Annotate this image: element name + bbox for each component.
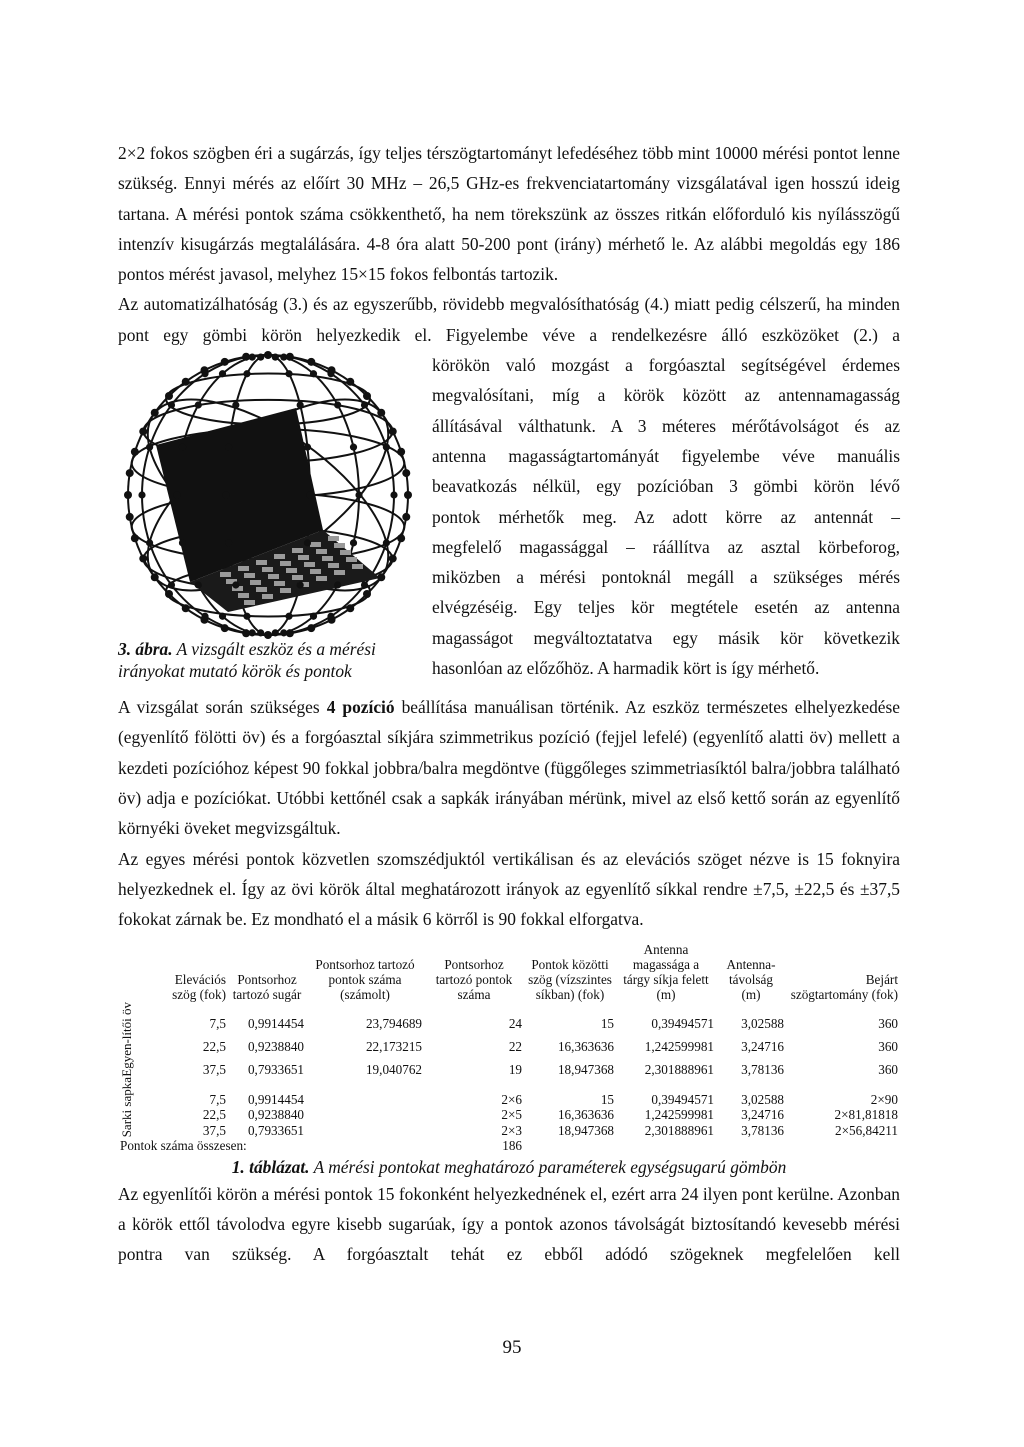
table-cell: 3,24716 <box>741 1039 784 1055</box>
table-header-cell: Antenna magassága a tárgy síkja felett (m) <box>623 942 709 1003</box>
table-row <box>118 1031 900 1054</box>
table-cell: 16,363636 <box>557 1039 614 1055</box>
paragraph-2: Az automatizálhatóság (3.) és az egyszerűbb, rövidebb megvalósíthatóság (4.) miatt pedig célszerű, ha minden pont egy gömbi körön helyezkedik el. Figyelembe véve a rendelkezésre álló eszközöket (2.) a <box>118 294 900 345</box>
table-cell: 0,9238840 <box>247 1039 304 1055</box>
table-cell: 7,5 <box>209 1016 226 1032</box>
table-cell: 0,7933651 <box>247 1062 304 1078</box>
table-cell: 0,9238840 <box>247 1107 304 1123</box>
table-cell: 2×3 <box>501 1122 522 1138</box>
table-header-cell: Antenna-távolság (m) <box>726 957 776 1003</box>
table-cell: 2×6 <box>501 1091 522 1107</box>
table-row <box>118 1002 900 1031</box>
table-cell: 2,301888961 <box>644 1062 714 1078</box>
table-cell: 22,173215 <box>365 1039 422 1055</box>
wrapped-line: körökön való mozgást a forgóasztal segítségével érdemes <box>432 355 900 376</box>
table-caption <box>118 1155 900 1179</box>
table-caption-label: 1. táblázat. <box>231 1156 310 1177</box>
table-cell: 360 <box>878 1062 898 1078</box>
table-cell: 2×5 <box>501 1107 522 1123</box>
table-row <box>118 1077 900 1107</box>
figure-caption <box>118 638 420 682</box>
table-cell: 18,947368 <box>557 1062 614 1078</box>
wrapped-line: megfelelő magassággal – ráállítva az asztal körbeforog, <box>432 536 900 557</box>
table-group-label: Egyen-lítői öv <box>119 1002 134 1078</box>
table-header-cell: Pontsorhoz tartozó pontok száma <box>435 957 513 1003</box>
table-header-row <box>118 942 900 1002</box>
table-total-row <box>118 1138 900 1153</box>
wrapped-line: pontok mérhetők meg. Az adott körre az antennát – <box>432 506 900 527</box>
parameters-table <box>118 942 900 1152</box>
table-cell <box>306 1077 424 1107</box>
table-cell: 0,39494571 <box>651 1016 714 1032</box>
paragraph-3-start: A vizsgálat során szükséges <box>118 697 327 718</box>
table-total-label: Pontok száma összesen: <box>120 1137 247 1153</box>
paragraph-5: Az egyenlítői körön a mérési pontok 15 fokonként helyezkednének el, ezért arra 24 ilyen pont kerülne. Azonban a körök ettől távolodva egyre kisebb sugarúak, így a pontok azonos távolságát biztosítandó kevesebb mérési pontra van szükség. A forgóasztalt tehát ez ebből adódó szögeknek megfelelően kell <box>118 1183 900 1265</box>
table-cell: 19,040762 <box>365 1062 422 1078</box>
figure-3 <box>118 350 420 692</box>
table-row <box>118 1054 900 1077</box>
table-total-value: 186 <box>502 1137 522 1153</box>
sphere-figure-image <box>118 350 418 640</box>
table-cell: 3,78136 <box>741 1122 784 1138</box>
table-header-cell: Pontsorhoz tartozó pontok száma (számolt) <box>315 957 415 1003</box>
figure-label: 3. ábra. <box>118 639 173 660</box>
table-cell: 23,794689 <box>365 1016 422 1032</box>
table-cell: 1,242599981 <box>644 1039 714 1055</box>
table-cell: 0,39494571 <box>651 1091 714 1107</box>
wrapped-line: hasonlóan az előzőhöz. A harmadik kört is így mérhető. <box>432 658 820 679</box>
table-cell: 22,5 <box>202 1039 226 1055</box>
table-cell: 3,02588 <box>741 1016 784 1032</box>
table-group-label: Sarki sapka <box>119 1077 134 1138</box>
wrapped-line: állításával válthatunk. A 3 méteres mérőtávolságot és az <box>432 415 900 436</box>
table-cell: 3,78136 <box>741 1062 784 1078</box>
wrapped-line: elvégzéséig. Egy teljes kör megtétele esetén az antenna <box>432 597 900 618</box>
table-cell: 2×90 <box>870 1091 898 1107</box>
table-header-cell: Pontok közötti szög (vízszintes síkban) (fok) <box>528 957 612 1003</box>
table-caption-text: A mérési pontokat meghatározó paraméterek egységsugarú gömbön <box>309 1156 787 1177</box>
table-cell: 19 <box>508 1062 522 1078</box>
figure-block <box>118 350 900 692</box>
table-cell: 360 <box>878 1016 898 1032</box>
page-number: 95 <box>502 1337 522 1358</box>
table-cell: 22,5 <box>202 1107 226 1123</box>
table-row <box>118 1107 900 1122</box>
paragraph-3 <box>118 692 900 843</box>
wrapped-line: miközben a mérési pontoknál megáll a szükséges mérés <box>432 567 900 588</box>
table-cell <box>306 1107 424 1122</box>
table-cell: 2,301888961 <box>644 1122 714 1138</box>
table-cell: 24 <box>508 1016 522 1032</box>
table-cell: 0,9914454 <box>247 1091 304 1107</box>
table-cell: 0,9914454 <box>247 1016 304 1032</box>
table-header-cell: Pontsorhoz tartozó sugár <box>232 972 302 1003</box>
paragraph-1: 2×2 fokos szögben éri a sugárzás, így teljes térszögtartományt lefedéséhez több mint 10000 mérési pontot lenne szükség. Ennyi mérés az előírt 30 MHz – 26,5 GHz-es frekvenciatartomány vizsgálatával igen hosszú ideig tartana. A mérési pontok száma csökkenthető, ha nem törekszünk az összes ritkán előforduló kis nyílásszögű intenzív kisugárzás megtalálására. 4-8 óra alatt 50-200 pont (irány) mérhető le. Az alábbi megoldás egy 186 pontos mérést javasol, melyhez 15×15 fokos felbontás tartozik. <box>118 143 900 285</box>
table-header-cell: Bejárt szögtartomány (fok) <box>790 972 898 1003</box>
table-cell <box>306 1122 424 1137</box>
table-row <box>118 1122 900 1137</box>
wrapped-line: megvalósítani, míg a körök között az antennamagasság <box>432 385 900 406</box>
paragraph-3-bold: 4 pozíció <box>326 697 395 718</box>
table-header-cell: Elevációs szög (fok) <box>172 972 226 1003</box>
table-cell: 37,5 <box>202 1122 226 1138</box>
table-cell: 15 <box>600 1016 614 1032</box>
page-content <box>118 138 900 1269</box>
table-cell: 3,24716 <box>741 1107 784 1123</box>
table-cell: 16,363636 <box>557 1107 614 1123</box>
table-cell: 22 <box>508 1039 522 1055</box>
wrapped-line: antenna magasságtartományát figyelembe véve manuális <box>432 445 900 466</box>
figure-caption-text: A vizsgált eszköz és a mérési irányokat mutató körök és pontok <box>118 639 376 682</box>
table-cell: 18,947368 <box>557 1122 614 1138</box>
wrapped-line: magasságot megváltoztatatva egy másik kör következik <box>432 627 900 648</box>
table-cell: 7,5 <box>209 1091 226 1107</box>
paragraph-3-rest: beállítása manuálisan történik. Az eszköz természetes elhelyezkedése (egyenlítő fölötti öv) és a forgóasztal síkjára szimmetrikus pozíció (fejjel lefelé) (egyenlítő alatti öv) mellett a kezdeti pozícióhoz képest 90 fokkal jobbra/balra megdöntve (függőleges szimmetriasíktól balra/jobbra található öv) adja e pozíciókat. Utóbbi kettőnél csak a sapkák irányában mérünk, mivel az első kettő során az egyenlítő környéki öveket megvizsgáltuk. <box>118 697 901 839</box>
table-cell: 0,7933651 <box>247 1122 304 1138</box>
table-cell: 15 <box>600 1091 614 1107</box>
table-cell: 3,02588 <box>741 1091 784 1107</box>
wrapped-line: beavatkozás nélkül, egy pozícióban 3 gömbi körön lévő <box>432 476 900 497</box>
paragraph-4: Az egyes mérési pontok közvetlen szomszédjuktól vertikálisan és az elevációs szöget nézve is 15 foknyira helyezkednek el. Így az övi körök által meghatározott irányok az egyenlítő síkkal rendre ±7,5, ±22,5 és ±37,5 fokokat zárnak be. Ez mondható el a másik 6 körről is 90 fokkal elforgatva. <box>118 848 900 930</box>
table-cell: 37,5 <box>202 1062 226 1078</box>
table-cell: 360 <box>878 1039 898 1055</box>
table-cell: 1,242599981 <box>644 1107 714 1123</box>
table-cell: 2×56,84211 <box>835 1122 898 1138</box>
wrapped-paragraph <box>432 350 900 683</box>
table-cell: 2×81,81818 <box>834 1107 898 1123</box>
